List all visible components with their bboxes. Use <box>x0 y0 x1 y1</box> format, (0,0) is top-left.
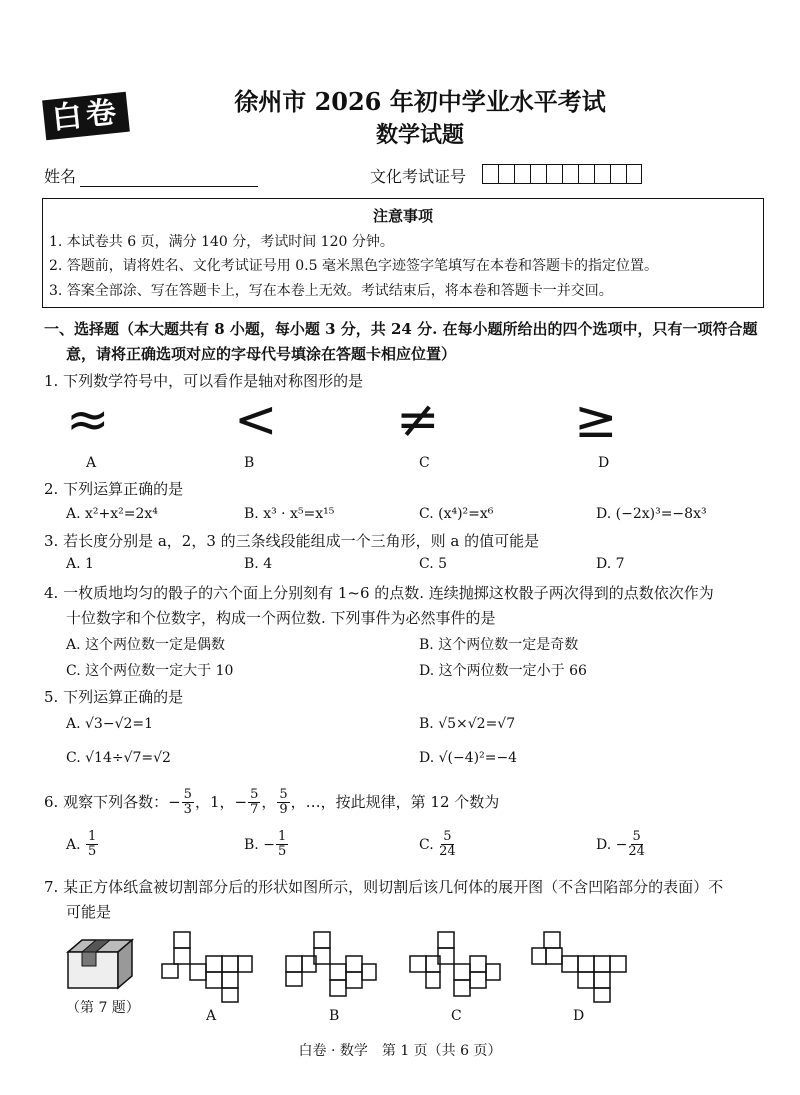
q6-option-prefix: A. <box>66 836 81 853</box>
q4-option-c: C. 这个两位数一定大于 10 <box>66 663 234 679</box>
section-heading-cont: 意，请将正确选项对应的字母代号填涂在答题卡相应位置） <box>66 345 457 363</box>
q6-option-fraction <box>86 830 98 860</box>
q6-numerator: 5 <box>443 829 452 844</box>
q6-term-fraction <box>277 788 289 818</box>
q5-option-b: B. √5×√2=√7 <box>419 716 516 732</box>
name-line <box>80 168 258 187</box>
q2-option-b: B. x³ · x⁵=x¹⁵ <box>244 506 335 522</box>
q3-option-d: D. 7 <box>596 556 625 572</box>
q6-numerator: 5 <box>183 787 192 802</box>
q6-sign: − <box>234 792 248 811</box>
q6-denominator: 9 <box>279 802 288 818</box>
q6-option-d <box>596 830 646 860</box>
q7-stem-cont: 可能是 <box>66 903 112 921</box>
id-label: 文化考试证号 <box>370 167 467 186</box>
exam-subtitle: 数学试题 <box>375 122 464 148</box>
q6-numerator: 5 <box>632 829 641 844</box>
q6-sign: − <box>615 836 628 853</box>
q6-option-a <box>66 830 99 860</box>
notice-item: 2. 答题前，请将姓名、文化考试证号用 0.5 毫米黑色字迹签字笔填写在本卷和答题卡的指定位置。 <box>49 258 658 274</box>
net-b <box>284 930 380 1004</box>
q7-stem: 7. 某正方体纸盒被切割部分后的形状如图所示，则切割后该几何体的展开图（不含凹陷部分的表面）不 <box>44 878 724 896</box>
q6-term-text: ，…，按此规律，第 12 个数为 <box>290 792 500 811</box>
q4-stem-cont: 十位数字和个位数字，构成一个两位数. 下列事件为必然事件的是 <box>66 609 496 627</box>
q6-denominator: 24 <box>439 844 456 860</box>
q6-denominator: 5 <box>277 844 287 860</box>
q6-denominator: 3 <box>183 802 192 818</box>
q6-option-fraction <box>439 830 456 860</box>
q6-option-fraction <box>276 830 288 860</box>
q6-denominator: 7 <box>250 802 259 818</box>
q6-term-text: ，1， <box>194 792 235 811</box>
page-footer: 白卷 · 数学 第 1 页（共 6 页） <box>298 1043 502 1059</box>
q3-stem: 3. 若长度分别是 a，2，3 的三条线段能组成一个三角形，则 a 的值可能是 <box>44 532 540 550</box>
q2-option-d: D. (−2x)³=−8x³ <box>596 506 707 522</box>
symbol-less: < <box>234 390 278 450</box>
q7-label-d: D <box>573 1008 585 1024</box>
q5-option-d: D. √(−4)²=−4 <box>419 750 518 766</box>
q6-term-text: ， <box>261 792 277 811</box>
q6-option-prefix: C. <box>419 836 434 853</box>
id-boxes <box>482 164 642 184</box>
q6-option-prefix: B. <box>244 836 259 853</box>
q2-option-a: A. x²+x²=2x⁴ <box>66 506 158 522</box>
q6-denominator: 24 <box>628 844 645 860</box>
q1-stem: 1. 下列数学符号中，可以看作是轴对称图形的是 <box>44 372 364 390</box>
notice-item: 3. 答案全部涂、写在答题卡上，写在本卷上无效。考试结束后，将本卷和答题卡一并交回。 <box>49 283 613 299</box>
q5-option-c: C. √14÷√7=√2 <box>66 750 171 766</box>
q7-label-c: C <box>451 1008 462 1024</box>
symbol-approx: ≈ <box>66 390 110 450</box>
name-field <box>44 164 258 187</box>
q3-option-c: C. 5 <box>419 556 448 572</box>
q7-caption: （第 7 题） <box>66 1000 140 1016</box>
q7-label-a: A <box>206 1008 217 1024</box>
notice-item: 1. 本试卷共 6 页，满分 140 分，考试时间 120 分钟。 <box>49 234 394 250</box>
q1-label-d: D <box>598 455 610 471</box>
q5-option-a: A. √3−√2=1 <box>66 716 154 732</box>
name-label: 姓名 <box>44 167 77 186</box>
section-heading: 一、选择题（本大题共有 8 小题，每小题 3 分，共 24 分. 在每小题所给出的四个选项中，只有一项符合题 <box>44 320 758 338</box>
q1-label-c: C <box>419 455 430 471</box>
q4-option-d: D. 这个两位数一定小于 66 <box>419 663 587 679</box>
q6-stem <box>44 788 764 818</box>
net-a <box>160 930 256 1004</box>
q4-option-a: A. 这个两位数一定是偶数 <box>66 637 226 653</box>
q6-numerator: 5 <box>250 787 259 802</box>
q6-option-fraction <box>628 830 645 860</box>
q6-option-prefix: D. <box>596 836 612 853</box>
q6-sign: − <box>168 792 181 811</box>
q6-sign: − <box>263 836 275 853</box>
paper-badge: 白卷 <box>42 92 130 141</box>
q2-stem: 2. 下列运算正确的是 <box>44 480 184 498</box>
q5-stem: 5. 下列运算正确的是 <box>44 688 184 706</box>
q1-label-a: A <box>86 455 97 471</box>
q7-label-b: B <box>329 1008 340 1024</box>
q4-option-b: B. 这个两位数一定是奇数 <box>419 637 579 653</box>
q6-term-fraction <box>182 788 194 818</box>
notice-title: 注意事项 <box>372 207 433 225</box>
q3-option-b: B. 4 <box>244 556 273 572</box>
cut-cube-figure <box>62 928 136 992</box>
q6-denominator: 5 <box>88 844 97 860</box>
q6-numerator: 1 <box>277 829 287 844</box>
q6-numerator: 5 <box>279 787 288 802</box>
notice-box <box>42 198 764 308</box>
net-c <box>408 930 504 1004</box>
q6-option-c <box>419 830 457 860</box>
q2-option-c: C. (x⁴)²=x⁶ <box>419 506 494 522</box>
net-d <box>530 930 630 1004</box>
q6-option-b <box>244 830 289 860</box>
q3-option-a: A. 1 <box>66 556 94 572</box>
q6-numerator: 1 <box>88 829 97 844</box>
symbol-geq: ≥ <box>574 390 618 450</box>
symbol-not-equal: ≠ <box>396 390 440 450</box>
q6-stem-prefix: 6. 观察下列各数： <box>44 792 169 811</box>
q1-label-b: B <box>244 455 255 471</box>
q4-stem: 4. 一枚质地均匀的骰子的六个面上分别刻有 1~6 的点数. 连续抛掷这枚骰子两次得到的点数依次作为 <box>44 584 714 602</box>
exam-title: 徐州市 2026 年初中学业水平考试 <box>234 87 606 116</box>
q6-term-fraction <box>248 788 260 818</box>
